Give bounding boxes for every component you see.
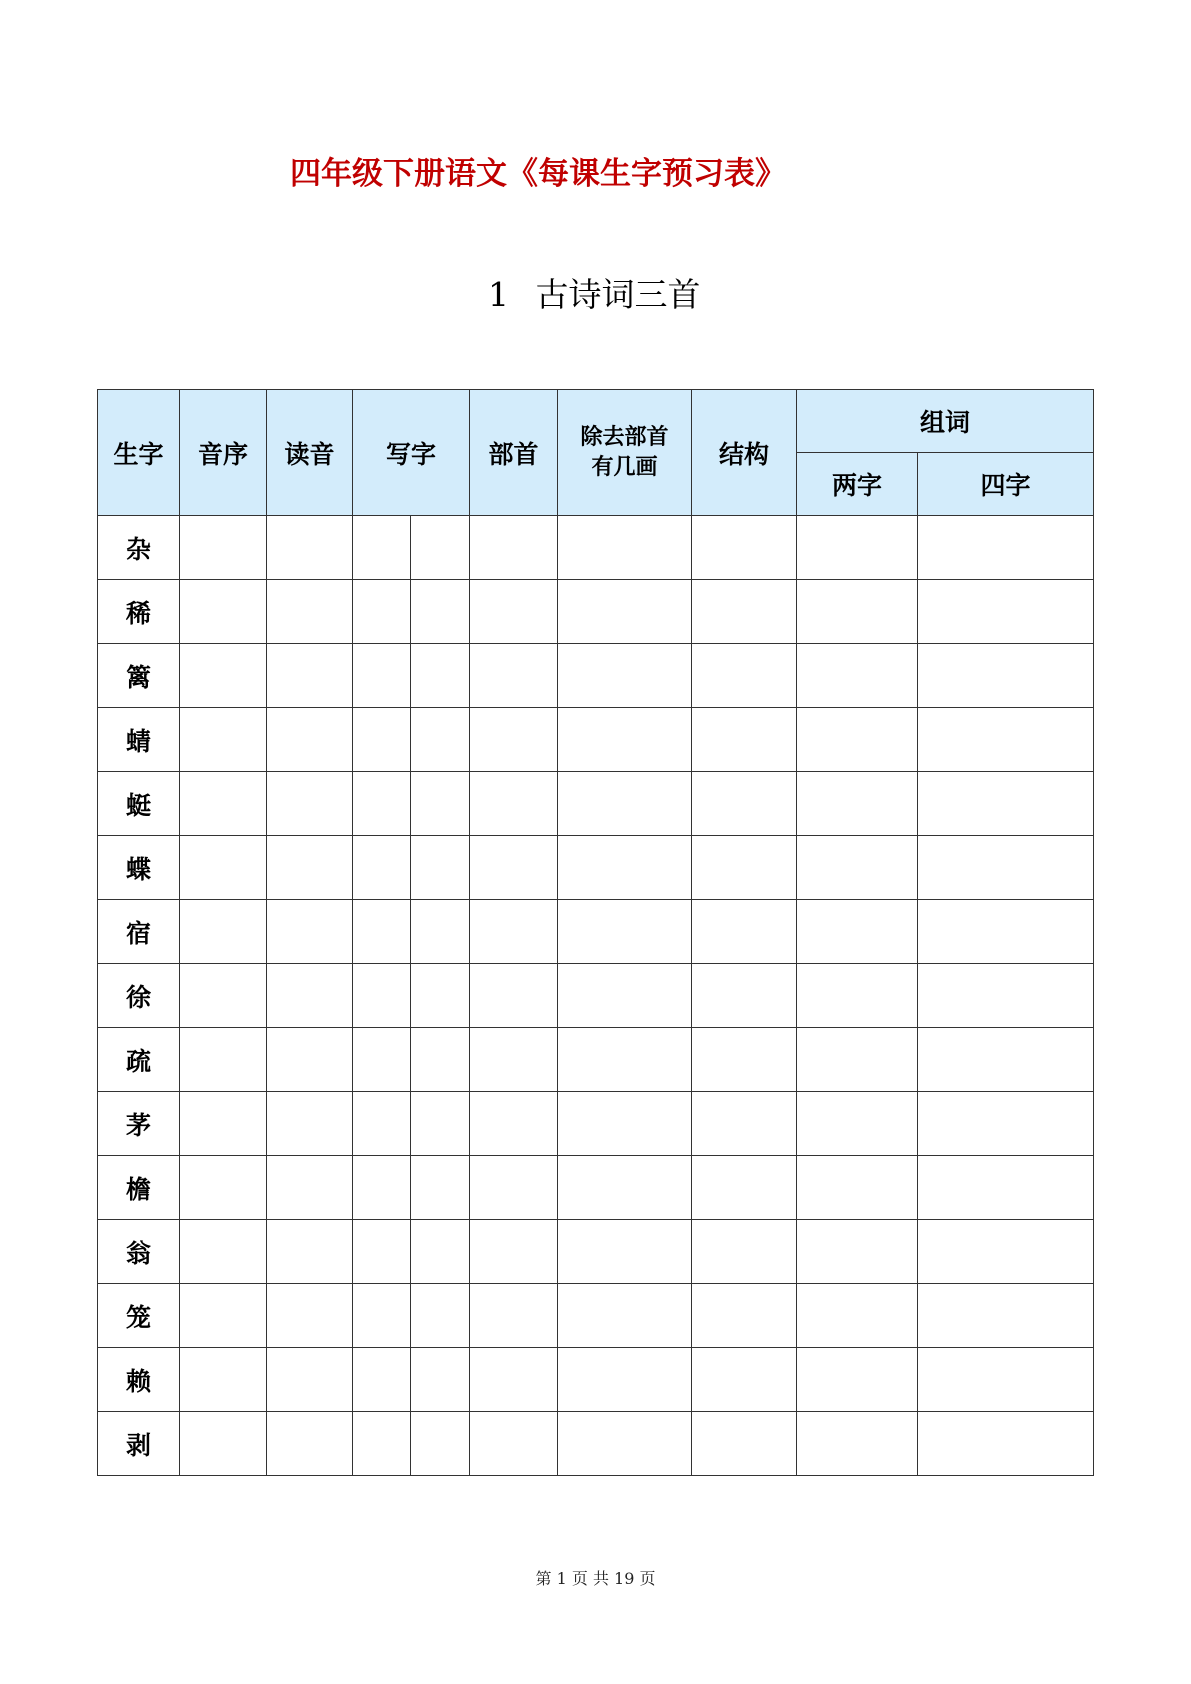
structure-cell bbox=[692, 580, 797, 644]
writing-cell-2 bbox=[411, 580, 470, 644]
four-char-word-cell bbox=[918, 964, 1094, 1028]
header-radical: 部首 bbox=[470, 390, 558, 516]
structure-cell bbox=[692, 1028, 797, 1092]
pronunciation-cell bbox=[267, 1412, 353, 1476]
char-cell: 赖 bbox=[98, 1348, 180, 1412]
writing-cell-1 bbox=[353, 708, 411, 772]
four-char-word-cell bbox=[918, 1284, 1094, 1348]
table-row bbox=[98, 708, 1094, 772]
header-words: 组词 bbox=[797, 390, 1094, 453]
header-structure: 结构 bbox=[692, 390, 797, 516]
radical-cell bbox=[470, 900, 558, 964]
strokes-cell bbox=[558, 580, 692, 644]
four-char-word-cell bbox=[918, 1220, 1094, 1284]
writing-cell-2 bbox=[411, 836, 470, 900]
char-cell: 宿 bbox=[98, 900, 180, 964]
char-cell: 翁 bbox=[98, 1220, 180, 1284]
two-char-word-cell bbox=[797, 1220, 918, 1284]
structure-cell bbox=[692, 1092, 797, 1156]
writing-cell-1 bbox=[353, 772, 411, 836]
two-char-word-cell bbox=[797, 900, 918, 964]
structure-cell bbox=[692, 772, 797, 836]
strokes-cell bbox=[558, 1028, 692, 1092]
pronunciation-cell bbox=[267, 516, 353, 580]
order-cell bbox=[180, 964, 267, 1028]
structure-cell bbox=[692, 644, 797, 708]
radical-cell bbox=[470, 1092, 558, 1156]
table-row bbox=[98, 644, 1094, 708]
structure-cell bbox=[692, 836, 797, 900]
strokes-cell bbox=[558, 708, 692, 772]
header-writing: 写字 bbox=[353, 390, 470, 516]
writing-cell-1 bbox=[353, 900, 411, 964]
table-row bbox=[98, 964, 1094, 1028]
radical-cell bbox=[470, 964, 558, 1028]
order-cell bbox=[180, 1412, 267, 1476]
char-cell: 徐 bbox=[98, 964, 180, 1028]
order-cell bbox=[180, 1028, 267, 1092]
char-cell: 蝶 bbox=[98, 836, 180, 900]
writing-cell-1 bbox=[353, 1412, 411, 1476]
radical-cell bbox=[470, 1028, 558, 1092]
writing-cell-1 bbox=[353, 580, 411, 644]
footer-page-total: 19 bbox=[614, 1569, 635, 1588]
order-cell bbox=[180, 708, 267, 772]
two-char-word-cell bbox=[797, 1028, 918, 1092]
writing-cell-1 bbox=[353, 644, 411, 708]
four-char-word-cell bbox=[918, 1028, 1094, 1092]
structure-cell bbox=[692, 1284, 797, 1348]
lesson-number: 1 bbox=[488, 275, 509, 314]
header-strokes-line1: 除去部首 bbox=[580, 424, 669, 450]
four-char-word-cell bbox=[918, 516, 1094, 580]
strokes-cell bbox=[558, 1156, 692, 1220]
radical-cell bbox=[470, 516, 558, 580]
structure-cell bbox=[692, 708, 797, 772]
header-strokes bbox=[558, 390, 692, 516]
pronunciation-cell bbox=[267, 772, 353, 836]
lesson-heading bbox=[488, 272, 701, 318]
pronunciation-cell bbox=[267, 964, 353, 1028]
structure-cell bbox=[692, 516, 797, 580]
writing-cell-2 bbox=[411, 772, 470, 836]
four-char-word-cell bbox=[918, 772, 1094, 836]
writing-cell-2 bbox=[411, 1092, 470, 1156]
structure-cell bbox=[692, 900, 797, 964]
order-cell bbox=[180, 1092, 267, 1156]
writing-cell-1 bbox=[353, 1348, 411, 1412]
pronunciation-cell bbox=[267, 1092, 353, 1156]
four-char-word-cell bbox=[918, 1156, 1094, 1220]
writing-cell-1 bbox=[353, 1092, 411, 1156]
writing-cell-2 bbox=[411, 1348, 470, 1412]
order-cell bbox=[180, 900, 267, 964]
writing-cell-1 bbox=[353, 1028, 411, 1092]
writing-cell-2 bbox=[411, 1412, 470, 1476]
strokes-cell bbox=[558, 772, 692, 836]
writing-cell-2 bbox=[411, 900, 470, 964]
pronunciation-cell bbox=[267, 1220, 353, 1284]
pronunciation-cell bbox=[267, 900, 353, 964]
char-cell: 茅 bbox=[98, 1092, 180, 1156]
order-cell bbox=[180, 644, 267, 708]
radical-cell bbox=[470, 1220, 558, 1284]
order-cell bbox=[180, 1220, 267, 1284]
two-char-word-cell bbox=[797, 1348, 918, 1412]
table-row bbox=[98, 580, 1094, 644]
pronunciation-cell bbox=[267, 580, 353, 644]
radical-cell bbox=[470, 836, 558, 900]
lesson-name: 古诗词三首 bbox=[535, 275, 701, 314]
strokes-cell bbox=[558, 1220, 692, 1284]
strokes-cell bbox=[558, 836, 692, 900]
two-char-word-cell bbox=[797, 1284, 918, 1348]
footer-suffix: 页 bbox=[639, 1569, 656, 1588]
writing-cell-2 bbox=[411, 1284, 470, 1348]
structure-cell bbox=[692, 1412, 797, 1476]
order-cell bbox=[180, 516, 267, 580]
char-cell: 篱 bbox=[98, 644, 180, 708]
pronunciation-cell bbox=[267, 836, 353, 900]
strokes-cell bbox=[558, 644, 692, 708]
two-char-word-cell bbox=[797, 772, 918, 836]
two-char-word-cell bbox=[797, 708, 918, 772]
table-row bbox=[98, 516, 1094, 580]
four-char-word-cell bbox=[918, 1412, 1094, 1476]
writing-cell-1 bbox=[353, 1284, 411, 1348]
table-row bbox=[98, 1220, 1094, 1284]
radical-cell bbox=[470, 1348, 558, 1412]
table-row bbox=[98, 1284, 1094, 1348]
writing-cell-2 bbox=[411, 516, 470, 580]
char-cell: 疏 bbox=[98, 1028, 180, 1092]
footer-mid: 页 共 bbox=[571, 1569, 609, 1588]
footer-page-current: 1 bbox=[556, 1569, 567, 1588]
radical-cell bbox=[470, 644, 558, 708]
radical-cell bbox=[470, 580, 558, 644]
page-footer bbox=[0, 1566, 1191, 1589]
header-strokes-line2: 有几画 bbox=[591, 454, 658, 480]
two-char-word-cell bbox=[797, 516, 918, 580]
structure-cell bbox=[692, 964, 797, 1028]
structure-cell bbox=[692, 1156, 797, 1220]
order-cell bbox=[180, 1348, 267, 1412]
writing-cell-2 bbox=[411, 708, 470, 772]
table-row bbox=[98, 900, 1094, 964]
char-cell: 蜓 bbox=[98, 772, 180, 836]
footer-prefix: 第 bbox=[535, 1569, 552, 1588]
pronunciation-cell bbox=[267, 1348, 353, 1412]
structure-cell bbox=[692, 1348, 797, 1412]
writing-cell-2 bbox=[411, 1220, 470, 1284]
four-char-word-cell bbox=[918, 1092, 1094, 1156]
char-cell: 稀 bbox=[98, 580, 180, 644]
document-title: 四年级下册语文《每课生字预习表》 bbox=[290, 156, 786, 192]
writing-cell-2 bbox=[411, 644, 470, 708]
radical-cell bbox=[470, 1156, 558, 1220]
two-char-word-cell bbox=[797, 836, 918, 900]
header-char: 生字 bbox=[98, 390, 180, 516]
pronunciation-cell bbox=[267, 708, 353, 772]
order-cell bbox=[180, 772, 267, 836]
four-char-word-cell bbox=[918, 836, 1094, 900]
two-char-word-cell bbox=[797, 580, 918, 644]
two-char-word-cell bbox=[797, 1156, 918, 1220]
table-row bbox=[98, 836, 1094, 900]
radical-cell bbox=[470, 1284, 558, 1348]
strokes-cell bbox=[558, 1092, 692, 1156]
radical-cell bbox=[470, 772, 558, 836]
header-order: 音序 bbox=[180, 390, 267, 516]
header-two-char-words: 两字 bbox=[797, 453, 918, 516]
two-char-word-cell bbox=[797, 964, 918, 1028]
char-cell: 檐 bbox=[98, 1156, 180, 1220]
radical-cell bbox=[470, 1412, 558, 1476]
char-cell: 剥 bbox=[98, 1412, 180, 1476]
pronunciation-cell bbox=[267, 1028, 353, 1092]
writing-cell-1 bbox=[353, 1220, 411, 1284]
writing-cell-1 bbox=[353, 516, 411, 580]
strokes-cell bbox=[558, 1348, 692, 1412]
header-four-char-words: 四字 bbox=[918, 453, 1094, 516]
char-cell: 杂 bbox=[98, 516, 180, 580]
strokes-cell bbox=[558, 900, 692, 964]
strokes-cell bbox=[558, 1284, 692, 1348]
order-cell bbox=[180, 836, 267, 900]
strokes-cell bbox=[558, 516, 692, 580]
writing-cell-2 bbox=[411, 1156, 470, 1220]
four-char-word-cell bbox=[918, 900, 1094, 964]
four-char-word-cell bbox=[918, 1348, 1094, 1412]
four-char-word-cell bbox=[918, 580, 1094, 644]
two-char-word-cell bbox=[797, 1092, 918, 1156]
writing-cell-2 bbox=[411, 964, 470, 1028]
table-row bbox=[98, 1412, 1094, 1476]
writing-cell-1 bbox=[353, 1156, 411, 1220]
order-cell bbox=[180, 1284, 267, 1348]
header-pronunciation: 读音 bbox=[267, 390, 353, 516]
two-char-word-cell bbox=[797, 644, 918, 708]
character-preview-table bbox=[97, 389, 1094, 1476]
table-row bbox=[98, 772, 1094, 836]
table-row bbox=[98, 1156, 1094, 1220]
writing-cell-1 bbox=[353, 836, 411, 900]
pronunciation-cell bbox=[267, 1156, 353, 1220]
table-row bbox=[98, 1348, 1094, 1412]
four-char-word-cell bbox=[918, 708, 1094, 772]
two-char-word-cell bbox=[797, 1412, 918, 1476]
pronunciation-cell bbox=[267, 1284, 353, 1348]
strokes-cell bbox=[558, 964, 692, 1028]
order-cell bbox=[180, 1156, 267, 1220]
char-cell: 蜻 bbox=[98, 708, 180, 772]
order-cell bbox=[180, 580, 267, 644]
pronunciation-cell bbox=[267, 644, 353, 708]
radical-cell bbox=[470, 708, 558, 772]
structure-cell bbox=[692, 1220, 797, 1284]
writing-cell-2 bbox=[411, 1028, 470, 1092]
table-row bbox=[98, 1028, 1094, 1092]
table-row bbox=[98, 1092, 1094, 1156]
four-char-word-cell bbox=[918, 644, 1094, 708]
strokes-cell bbox=[558, 1412, 692, 1476]
writing-cell-1 bbox=[353, 964, 411, 1028]
char-cell: 笼 bbox=[98, 1284, 180, 1348]
